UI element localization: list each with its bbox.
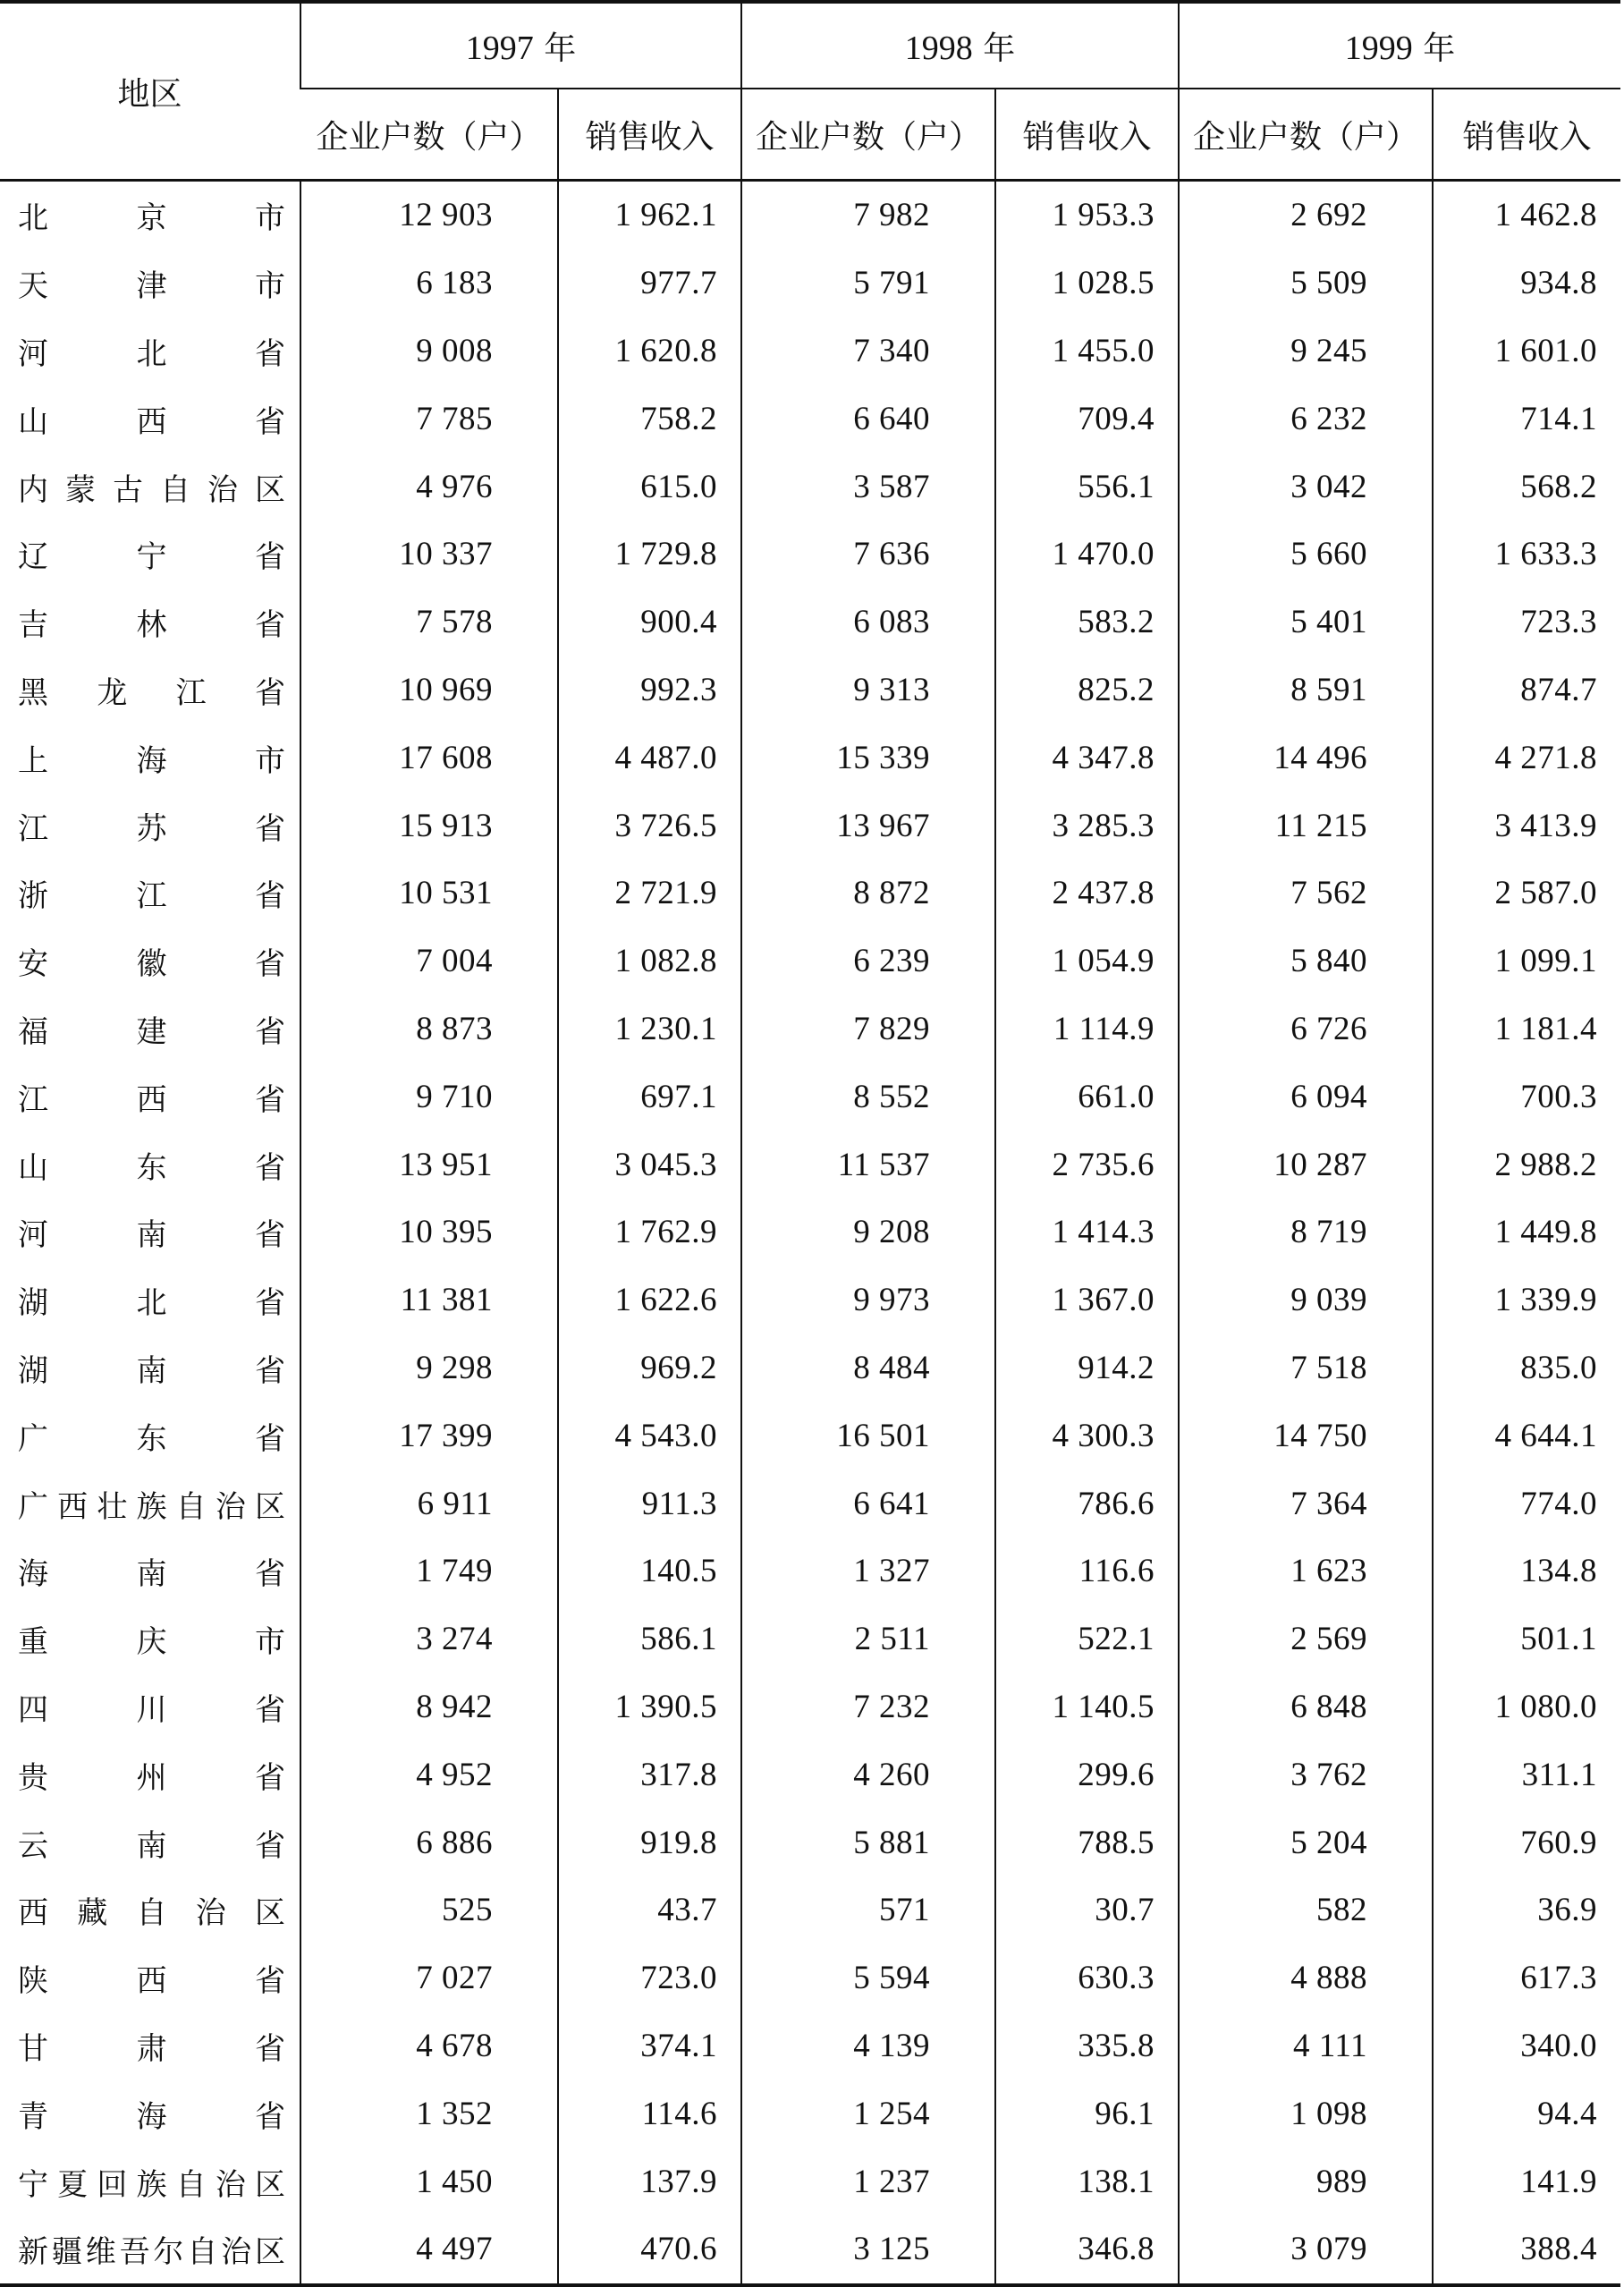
year-header-row (0, 2, 1620, 89)
table-row (0, 318, 1620, 385)
count-1998-cell: 7 636 (741, 521, 995, 589)
count-1997-cell: 7 004 (300, 928, 558, 995)
revenue-1997-cell: 697.1 (558, 1063, 741, 1131)
region-cell (0, 1334, 300, 1402)
revenue-1998-cell: 1 455.0 (995, 318, 1179, 385)
region-column-header: 地区 (0, 2, 300, 181)
count-1999-cell: 4 111 (1179, 2012, 1433, 2080)
count-1999-cell: 2 692 (1179, 181, 1433, 250)
table-row (0, 181, 1620, 250)
revenue-1998-cell: 1 414.3 (995, 1199, 1179, 1266)
count-1998-cell: 3 587 (741, 453, 995, 521)
count-1997-cell: 15 913 (300, 792, 558, 860)
region-name: 山西省 (18, 403, 287, 440)
count-1997-cell: 4 976 (300, 453, 558, 521)
table-row (0, 2147, 1620, 2215)
revenue-1998-cell: 3 285.3 (995, 792, 1179, 860)
region-cell (0, 1605, 300, 1673)
region-name: 贵州省 (18, 1759, 287, 1796)
year-1999-suffix: 年 (1423, 30, 1456, 67)
region-name: 北京市 (18, 200, 287, 237)
revenue-1998-cell: 522.1 (995, 1605, 1179, 1673)
count-1998-cell: 7 340 (741, 318, 995, 385)
region-name: 辽宁省 (18, 539, 287, 576)
table-row (0, 1131, 1620, 1199)
revenue-1999-cell: 617.3 (1433, 1944, 1620, 2012)
revenue-1998-cell: 116.6 (995, 1537, 1179, 1605)
count-1999-cell: 14 496 (1179, 724, 1433, 792)
revenue-1997-cell: 3 045.3 (558, 1131, 741, 1199)
table-row (0, 2079, 1620, 2147)
revenue-1997-cell: 470.6 (558, 2215, 741, 2285)
revenue-1999-cell: 1 099.1 (1433, 928, 1620, 995)
count-1997-cell: 9 008 (300, 318, 558, 385)
region-name: 海南省 (18, 1556, 287, 1593)
count-1997-cell: 7 785 (300, 385, 558, 453)
count-1998-cell: 8 872 (741, 860, 995, 928)
count-1997-cell: 6 183 (300, 250, 558, 318)
count-1999-cell: 1 623 (1179, 1537, 1433, 1605)
count-1997-cell: 11 381 (300, 1266, 558, 1334)
table-row (0, 1944, 1620, 2012)
count-1999-header: 企业户数（户） (1179, 89, 1433, 181)
revenue-1998-cell: 1 054.9 (995, 928, 1179, 995)
region-name: 山东省 (18, 1149, 287, 1186)
count-1997-cell: 6 911 (300, 1470, 558, 1537)
revenue-1998-cell: 346.8 (995, 2215, 1179, 2285)
revenue-1997-cell: 1 762.9 (558, 1199, 741, 1266)
revenue-1999-cell: 2 587.0 (1433, 860, 1620, 928)
revenue-1999-cell: 934.8 (1433, 250, 1620, 318)
count-1997-cell: 12 903 (300, 181, 558, 250)
year-1999-header (1179, 2, 1620, 89)
table-row (0, 1470, 1620, 1537)
count-1997-cell: 10 395 (300, 1199, 558, 1266)
revenue-1997-cell: 140.5 (558, 1537, 741, 1605)
revenue-1998-cell: 583.2 (995, 589, 1179, 656)
revenue-1998-cell: 96.1 (995, 2079, 1179, 2147)
revenue-1998-cell: 786.6 (995, 1470, 1179, 1537)
count-1997-cell: 13 951 (300, 1131, 558, 1199)
revenue-1999-cell: 134.8 (1433, 1537, 1620, 1605)
count-1999-cell: 989 (1179, 2147, 1433, 2215)
region-cell (0, 2079, 300, 2147)
region-name: 黑龙江省 (18, 674, 287, 711)
count-1998-cell: 5 594 (741, 1944, 995, 2012)
revenue-1998-cell: 1 114.9 (995, 995, 1179, 1063)
table-row (0, 1266, 1620, 1334)
count-1999-cell: 3 079 (1179, 2215, 1433, 2285)
year-1997-label: 1997 (465, 29, 534, 67)
revenue-1997-cell: 969.2 (558, 1334, 741, 1402)
revenue-1999-cell: 2 988.2 (1433, 1131, 1620, 1199)
table-row (0, 521, 1620, 589)
count-1998-cell: 5 881 (741, 1808, 995, 1876)
revenue-1999-cell: 1 601.0 (1433, 318, 1620, 385)
count-1999-cell: 8 591 (1179, 656, 1433, 724)
year-1997-suffix: 年 (544, 30, 577, 67)
count-1997-cell: 3 274 (300, 1605, 558, 1673)
revenue-1997-cell: 4 543.0 (558, 1402, 741, 1470)
revenue-1997-cell: 1 082.8 (558, 928, 741, 995)
revenue-1999-cell: 94.4 (1433, 2079, 1620, 2147)
count-1997-cell: 525 (300, 1876, 558, 1944)
region-name: 宁夏回族自治区 (18, 2166, 287, 2203)
table-row (0, 1741, 1620, 1808)
count-1998-cell: 2 511 (741, 1605, 995, 1673)
table-row (0, 2215, 1620, 2285)
revenue-1999-cell: 723.3 (1433, 589, 1620, 656)
region-cell (0, 1131, 300, 1199)
count-1999-cell: 4 888 (1179, 1944, 1433, 2012)
count-1999-cell: 7 562 (1179, 860, 1433, 928)
revenue-1997-cell: 586.1 (558, 1605, 741, 1673)
revenue-1998-cell: 788.5 (995, 1808, 1179, 1876)
revenue-1997-cell: 992.3 (558, 656, 741, 724)
revenue-1999-cell: 4 271.8 (1433, 724, 1620, 792)
table-row (0, 656, 1620, 724)
revenue-1997-cell: 919.8 (558, 1808, 741, 1876)
revenue-1999-cell: 501.1 (1433, 1605, 1620, 1673)
region-cell (0, 589, 300, 656)
revenue-1999-cell: 1 339.9 (1433, 1266, 1620, 1334)
count-1999-cell: 5 401 (1179, 589, 1433, 656)
region-name: 重庆市 (18, 1624, 287, 1661)
count-1998-cell: 6 083 (741, 589, 995, 656)
revenue-1998-cell: 630.3 (995, 1944, 1179, 2012)
revenue-1998-cell: 299.6 (995, 1741, 1179, 1808)
count-1997-cell: 17 399 (300, 1402, 558, 1470)
revenue-1998-cell: 1 028.5 (995, 250, 1179, 318)
table-row (0, 1673, 1620, 1741)
region-cell (0, 1537, 300, 1605)
region-cell (0, 724, 300, 792)
revenue-1999-cell: 3 413.9 (1433, 792, 1620, 860)
revenue-1999-cell: 1 080.0 (1433, 1673, 1620, 1741)
count-1999-cell: 3 042 (1179, 453, 1433, 521)
table-row (0, 453, 1620, 521)
region-cell (0, 1266, 300, 1334)
region-cell (0, 1944, 300, 2012)
region-cell (0, 2147, 300, 2215)
region-cell (0, 2215, 300, 2285)
count-1997-cell: 7 578 (300, 589, 558, 656)
count-1997-cell: 8 873 (300, 995, 558, 1063)
region-cell (0, 995, 300, 1063)
region-cell (0, 2012, 300, 2080)
table-row (0, 1402, 1620, 1470)
count-1997-cell: 9 710 (300, 1063, 558, 1131)
table-row (0, 995, 1620, 1063)
region-name: 浙江省 (18, 878, 287, 915)
count-1998-cell: 4 139 (741, 2012, 995, 2080)
revenue-1997-cell: 900.4 (558, 589, 741, 656)
count-1997-cell: 1 450 (300, 2147, 558, 2215)
year-1999-label: 1999 (1344, 29, 1413, 67)
revenue-1997-cell: 2 721.9 (558, 860, 741, 928)
region-cell (0, 250, 300, 318)
revenue-1998-cell: 914.2 (995, 1334, 1179, 1402)
count-1998-cell: 1 327 (741, 1537, 995, 1605)
region-name: 内蒙古自治区 (18, 471, 287, 508)
region-name: 天津市 (18, 268, 287, 305)
revenue-1999-cell: 1 181.4 (1433, 995, 1620, 1063)
region-cell (0, 453, 300, 521)
revenue-1998-cell: 1 470.0 (995, 521, 1179, 589)
region-name: 上海市 (18, 742, 287, 779)
count-1999-cell: 10 287 (1179, 1131, 1433, 1199)
region-cell (0, 1199, 300, 1266)
revenue-1997-cell: 374.1 (558, 2012, 741, 2080)
revenue-1998-cell: 2 437.8 (995, 860, 1179, 928)
revenue-1998-cell: 4 300.3 (995, 1402, 1179, 1470)
count-1998-cell: 7 232 (741, 1673, 995, 1741)
count-1999-cell: 6 094 (1179, 1063, 1433, 1131)
region-name: 云南省 (18, 1827, 287, 1864)
count-1999-cell: 5 660 (1179, 521, 1433, 589)
revenue-1997-cell: 1 962.1 (558, 181, 741, 250)
table-row (0, 1605, 1620, 1673)
revenue-1997-cell: 615.0 (558, 453, 741, 521)
count-1998-cell: 9 313 (741, 656, 995, 724)
region-name: 吉林省 (18, 607, 287, 644)
count-1999-cell: 5 840 (1179, 928, 1433, 995)
count-1999-cell: 2 569 (1179, 1605, 1433, 1673)
count-1998-cell: 6 239 (741, 928, 995, 995)
region-cell (0, 1808, 300, 1876)
revenue-1997-cell: 758.2 (558, 385, 741, 453)
region-name: 福建省 (18, 1013, 287, 1050)
count-1999-cell: 5 509 (1179, 250, 1433, 318)
table-row (0, 589, 1620, 656)
region-cell (0, 928, 300, 995)
revenue-1998-header: 销售收入 (995, 89, 1179, 181)
count-1998-cell: 7 982 (741, 181, 995, 250)
revenue-1999-header: 销售收入 (1433, 89, 1620, 181)
region-name: 陕西省 (18, 1963, 287, 2000)
revenue-1997-cell: 3 726.5 (558, 792, 741, 860)
revenue-1997-cell: 911.3 (558, 1470, 741, 1537)
region-name: 四川省 (18, 1691, 287, 1728)
revenue-1999-cell: 1 462.8 (1433, 181, 1620, 250)
revenue-1997-header: 销售收入 (558, 89, 741, 181)
count-1998-cell: 6 640 (741, 385, 995, 453)
count-1998-cell: 1 237 (741, 2147, 995, 2215)
count-1998-cell: 6 641 (741, 1470, 995, 1537)
count-1999-cell: 7 518 (1179, 1334, 1433, 1402)
count-1998-cell: 9 973 (741, 1266, 995, 1334)
count-1998-cell: 8 552 (741, 1063, 995, 1131)
count-1997-cell: 10 969 (300, 656, 558, 724)
table-row (0, 1063, 1620, 1131)
region-name: 安徽省 (18, 946, 287, 983)
count-1997-cell: 10 337 (300, 521, 558, 589)
count-1997-cell: 4 678 (300, 2012, 558, 2080)
revenue-1997-cell: 317.8 (558, 1741, 741, 1808)
count-1998-cell: 3 125 (741, 2215, 995, 2285)
count-1999-cell: 8 719 (1179, 1199, 1433, 1266)
count-1999-cell: 5 204 (1179, 1808, 1433, 1876)
count-1997-cell: 17 608 (300, 724, 558, 792)
count-1998-cell: 571 (741, 1876, 995, 1944)
table-row (0, 792, 1620, 860)
revenue-1999-cell: 714.1 (1433, 385, 1620, 453)
count-1999-cell: 1 098 (1179, 2079, 1433, 2147)
count-1998-cell: 11 537 (741, 1131, 995, 1199)
revenue-1998-cell: 30.7 (995, 1876, 1179, 1944)
count-1999-cell: 6 848 (1179, 1673, 1433, 1741)
count-1999-cell: 6 232 (1179, 385, 1433, 453)
revenue-1997-cell: 1 620.8 (558, 318, 741, 385)
table-row (0, 724, 1620, 792)
table-row (0, 1876, 1620, 1944)
revenue-1999-cell: 340.0 (1433, 2012, 1620, 2080)
revenue-1998-cell: 1 140.5 (995, 1673, 1179, 1741)
revenue-1997-cell: 1 729.8 (558, 521, 741, 589)
region-name: 湖北省 (18, 1285, 287, 1322)
region-name: 河北省 (18, 335, 287, 372)
region-name: 广东省 (18, 1420, 287, 1457)
count-1997-cell: 10 531 (300, 860, 558, 928)
revenue-1999-cell: 388.4 (1433, 2215, 1620, 2285)
revenue-1999-cell: 874.7 (1433, 656, 1620, 724)
count-1998-cell: 13 967 (741, 792, 995, 860)
region-name: 新疆维吾尔自治区 (18, 2234, 287, 2271)
count-1998-cell: 9 208 (741, 1199, 995, 1266)
count-1997-cell: 7 027 (300, 1944, 558, 2012)
count-1997-cell: 1 749 (300, 1537, 558, 1605)
revenue-1997-cell: 1 230.1 (558, 995, 741, 1063)
year-1998-label: 1998 (904, 29, 973, 67)
table-row (0, 1537, 1620, 1605)
revenue-1997-cell: 137.9 (558, 2147, 741, 2215)
revenue-1997-cell: 4 487.0 (558, 724, 741, 792)
count-1997-cell: 9 298 (300, 1334, 558, 1402)
revenue-1997-cell: 977.7 (558, 250, 741, 318)
year-1998-suffix: 年 (983, 30, 1016, 67)
revenue-1998-cell: 335.8 (995, 2012, 1179, 2080)
count-1998-cell: 5 791 (741, 250, 995, 318)
revenue-1997-cell: 723.0 (558, 1944, 741, 2012)
count-1999-cell: 7 364 (1179, 1470, 1433, 1537)
region-name: 广西壮族自治区 (18, 1488, 287, 1525)
region-cell (0, 1741, 300, 1808)
count-1999-cell: 14 750 (1179, 1402, 1433, 1470)
count-1997-header: 企业户数（户） (300, 89, 558, 181)
revenue-1999-cell: 700.3 (1433, 1063, 1620, 1131)
region-name: 江苏省 (18, 810, 287, 847)
revenue-1999-cell: 4 644.1 (1433, 1402, 1620, 1470)
region-cell (0, 792, 300, 860)
region-cell (0, 1876, 300, 1944)
region-cell (0, 181, 300, 250)
count-1997-cell: 1 352 (300, 2079, 558, 2147)
region-name: 河南省 (18, 1217, 287, 1254)
revenue-1999-cell: 774.0 (1433, 1470, 1620, 1537)
count-1997-cell: 4 497 (300, 2215, 558, 2285)
revenue-1997-cell: 1 390.5 (558, 1673, 741, 1741)
region-cell (0, 1402, 300, 1470)
region-cell (0, 385, 300, 453)
table-row (0, 1334, 1620, 1402)
revenue-1998-cell: 2 735.6 (995, 1131, 1179, 1199)
count-1998-cell: 1 254 (741, 2079, 995, 2147)
table-body (0, 181, 1620, 2285)
count-1997-cell: 8 942 (300, 1673, 558, 1741)
count-1998-cell: 7 829 (741, 995, 995, 1063)
revenue-1998-cell: 661.0 (995, 1063, 1179, 1131)
revenue-1999-cell: 1 633.3 (1433, 521, 1620, 589)
count-1997-cell: 6 886 (300, 1808, 558, 1876)
region-cell (0, 521, 300, 589)
revenue-1999-cell: 141.9 (1433, 2147, 1620, 2215)
region-cell (0, 656, 300, 724)
region-name: 江西省 (18, 1081, 287, 1118)
table-row (0, 860, 1620, 928)
count-1998-cell: 15 339 (741, 724, 995, 792)
region-cell (0, 1673, 300, 1741)
count-1999-cell: 9 245 (1179, 318, 1433, 385)
region-cell (0, 860, 300, 928)
region-name: 西藏自治区 (18, 1895, 287, 1932)
table-row (0, 928, 1620, 995)
table-row (0, 1199, 1620, 1266)
table-row (0, 250, 1620, 318)
count-1999-cell: 6 726 (1179, 995, 1433, 1063)
count-1998-header: 企业户数（户） (741, 89, 995, 181)
revenue-1999-cell: 311.1 (1433, 1741, 1620, 1808)
region-cell (0, 1063, 300, 1131)
count-1998-cell: 16 501 (741, 1402, 995, 1470)
revenue-1999-cell: 1 449.8 (1433, 1199, 1620, 1266)
revenue-1998-cell: 4 347.8 (995, 724, 1179, 792)
revenue-1997-cell: 43.7 (558, 1876, 741, 1944)
revenue-1999-cell: 760.9 (1433, 1808, 1620, 1876)
revenue-1999-cell: 835.0 (1433, 1334, 1620, 1402)
table-row (0, 385, 1620, 453)
revenue-1999-cell: 568.2 (1433, 453, 1620, 521)
revenue-1998-cell: 825.2 (995, 656, 1179, 724)
region-name: 青海省 (18, 2098, 287, 2135)
count-1999-cell: 582 (1179, 1876, 1433, 1944)
region-name: 甘肃省 (18, 2030, 287, 2067)
count-1998-cell: 8 484 (741, 1334, 995, 1402)
count-1999-cell: 11 215 (1179, 792, 1433, 860)
year-1998-header (741, 2, 1179, 89)
revenue-1997-cell: 1 622.6 (558, 1266, 741, 1334)
revenue-1998-cell: 1 953.3 (995, 181, 1179, 250)
revenue-1998-cell: 556.1 (995, 453, 1179, 521)
table-row (0, 1808, 1620, 1876)
region-cell (0, 318, 300, 385)
year-1997-header (300, 2, 741, 89)
revenue-1998-cell: 709.4 (995, 385, 1179, 453)
count-1999-cell: 3 762 (1179, 1741, 1433, 1808)
revenue-1997-cell: 114.6 (558, 2079, 741, 2147)
table-header (0, 2, 1620, 181)
region-name: 湖南省 (18, 1352, 287, 1389)
table-row (0, 2012, 1620, 2080)
revenue-1999-cell: 36.9 (1433, 1876, 1620, 1944)
count-1997-cell: 4 952 (300, 1741, 558, 1808)
region-cell (0, 1470, 300, 1537)
count-1998-cell: 4 260 (741, 1741, 995, 1808)
count-1999-cell: 9 039 (1179, 1266, 1433, 1334)
revenue-1998-cell: 138.1 (995, 2147, 1179, 2215)
revenue-1998-cell: 1 367.0 (995, 1266, 1179, 1334)
